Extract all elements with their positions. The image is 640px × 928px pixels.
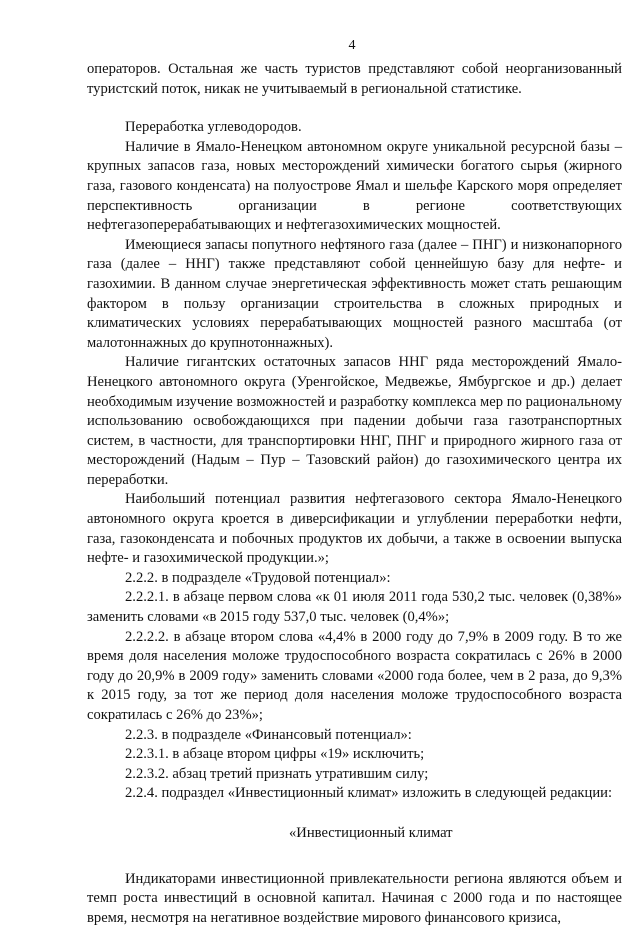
paragraph: Имеющиеся запасы попутного нефтяного газа (далее – ПНГ) и низконапорного газа (далее – ННГ) также представляют собой ценнейшую базу для нефте- и газохимии. В данном случае энергетическая эффективность может стать решающим фактором в пользу организации строительства в сложных природных и климатических условиях перерабатывающих мощностей разного масштаба (от малотоннажных до крупнотоннажных). bbox=[87, 236, 622, 351]
section-heading-hydrocarbons: Переработка углеводородов. bbox=[125, 119, 302, 136]
paragraph-continuation: операторов. Остальная же часть туристов представляют собой неорганизованный туристский поток, никак не учитываемый в региональной статистике. bbox=[87, 61, 622, 97]
amendment-item: 2.2.2. в подразделе «Трудовой потенциал»: bbox=[125, 569, 391, 586]
amendment-item: 2.2.3. в подразделе «Финансовый потенциал»: bbox=[125, 726, 412, 743]
paragraph: Наличие гигантских остаточных запасов ННГ ряда месторождений Ямало-Ненецкого автономного округа (Уренгойское, Медвежье, Ямбургское и др.) делает необходимым изучение возможностей и разработку комплекса мер по рациональному использованию освобождающихся при падении добычи газа газотранспортных систем, в частности, для транспортировки ННГ, ПНГ и природного жирного газа от месторождений (Надым – Пур – Тазовский район) до газохимического центра их переработки. bbox=[87, 354, 622, 488]
amendment-item: 2.2.3.1. в абзаце втором цифры «19» исключить; bbox=[125, 746, 425, 763]
amendment-item: 2.2.3.2. абзац третий признать утратившим силу; bbox=[125, 765, 429, 782]
page-number: 4 bbox=[348, 38, 356, 53]
paragraph: Наибольший потенциал развития нефтегазового сектора Ямало-Ненецкого автономного округа кроется в диверсификации и углублении переработки нефти, газа, газоконденсата и побочных продуктов их добычи, а также в освоении выпуска нефте- и газохимической продукции.»; bbox=[87, 491, 622, 567]
document-body bbox=[87, 60, 622, 928]
section-title-investment-climate: «Инвестиционный климат bbox=[289, 824, 453, 841]
amendment-item: 2.2.4. подраздел «Инвестиционный климат» изложить в следующей редакции: bbox=[125, 785, 613, 802]
amendment-item: 2.2.2.2. в абзаце втором слова «4,4% в 2000 году до 7,9% в 2009 году. В то же время доля населения моложе трудоспособного возраста сократилась с 26% в 2000 году до 20,9% в 2009 году» заменить словами «2000 года более, чем в 2 раза, до 9,3% к 2015 году, за тот же период доля населения моложе трудоспособного возраста сократилась с 26% до 23%»; bbox=[87, 628, 622, 723]
paragraph: Наличие в Ямало-Ненецком автономном округе уникальной ресурсной базы – крупных запасов газа, новых месторождений химически богатого сырья (жирного газа, газового конденсата) на полуострове Ямал и шельфе Карского моря определяет перспективность организации в регионе соответствующих нефтегазоперерабатывающих и нефтегазохимических мощностей. bbox=[87, 138, 622, 234]
amendment-item: 2.2.2.1. в абзаце первом слова «к 01 июля 2011 года 530,2 тыс. человек (0,38%» заменить словами «в 2015 году 537,0 тыс. человек (0,4%»; bbox=[87, 589, 622, 626]
paragraph: Индикаторами инвестиционной привлекательности региона являются объем и темп роста инвестиций в основной капитал. Начиная с 2000 года и по настоящее время, несмотря на негативное воздействие мирового финансового кризиса, bbox=[87, 870, 622, 926]
